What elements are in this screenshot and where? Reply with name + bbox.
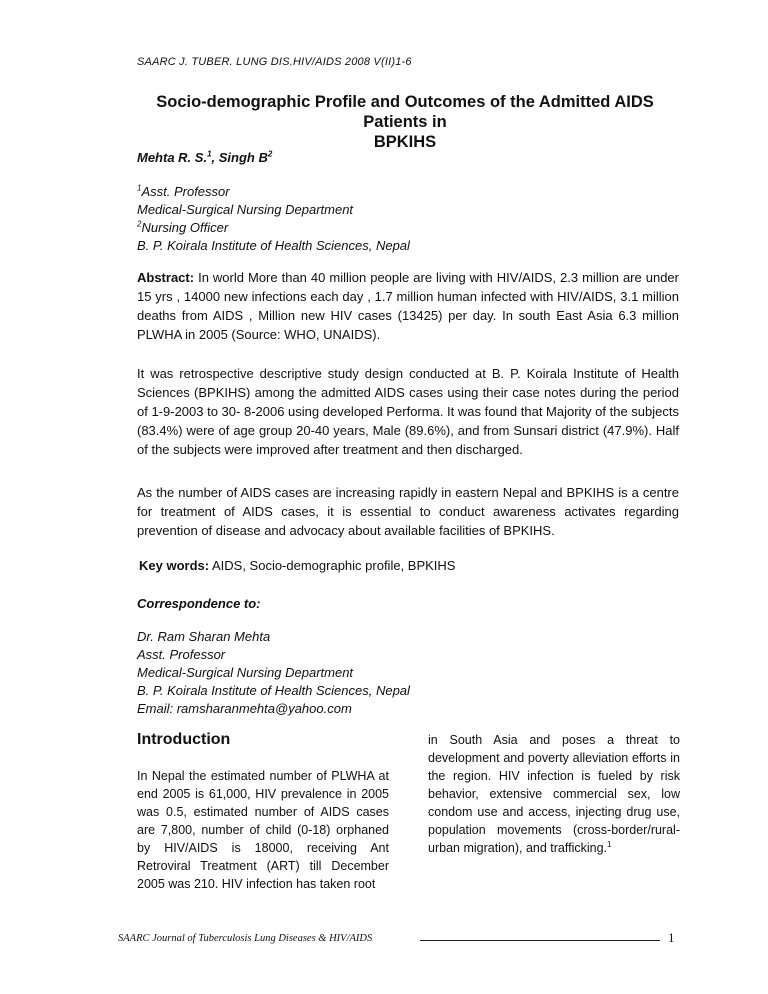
- affil-line-1: [137, 183, 410, 201]
- author-1-sup: 1: [207, 149, 212, 159]
- affil-sup-1: 1: [137, 183, 142, 193]
- affil-line-3: [137, 219, 410, 237]
- citation-sup: 1: [607, 839, 612, 849]
- paper-title: [130, 92, 680, 152]
- author-1: Mehta R. S.: [137, 150, 208, 165]
- abstract: [137, 268, 679, 344]
- author-sep: ,: [211, 150, 219, 165]
- affil-position-2: Nursing Officer: [141, 220, 229, 235]
- affiliations: [137, 183, 410, 255]
- footer-journal: SAARC Journal of Tuberculosis Lung Diseases & HIV/AIDS: [118, 933, 373, 944]
- author-2: Singh B: [218, 150, 268, 165]
- keywords-label: Key words:: [139, 558, 210, 573]
- title-line-1: Socio-demographic Profile and Outcomes of the Admitted AIDS Patients in: [156, 93, 654, 131]
- abstract-text: In world More than 40 million people are living with HIV/AIDS, 2.3 million are under 15 yrs , 14000 new infections each day , 1.7 million human infected with HIV/AIDS, 3.1 million deaths from AIDS , Million new HIV cases (13425) per day. In south East Asia 6.3 million PLWHA in 2005 (Source: WHO, UNAIDS).: [137, 270, 679, 342]
- keywords: [139, 558, 455, 573]
- affil-sup-2: 2: [137, 219, 142, 229]
- keywords-text: AIDS, Socio-demographic profile, BPKIHS: [209, 558, 456, 573]
- corr-email[interactable]: Email: ramsharanmehta@yahoo.com: [137, 701, 352, 716]
- corr-department: Medical-Surgical Nursing Department: [137, 665, 354, 680]
- introduction-heading: Introduction: [137, 731, 231, 748]
- affil-position-1: Asst. Professor: [141, 184, 230, 199]
- authors: [137, 150, 272, 165]
- intro-column-2: [428, 731, 680, 857]
- affil-line-2: Medical-Surgical Nursing Department: [137, 202, 354, 217]
- corr-institute: B. P. Koirala Institute of Health Sciences, Nepal: [137, 683, 410, 698]
- page-number: 1: [668, 930, 675, 945]
- abstract-paragraph-2: It was retrospective descriptive study design conducted at B. P. Koirala Institute of Health Sciences (BPKIHS) among the admitted AIDS cases using their case notes during the period of 1-9-2003 to 30- 8-2006 using developed Performa. It was found that Majority of the subjects (83.4%) were of age group 20-40 years, Male (89.6%), and from Sunsari district (47.9%). Half of the subjects were improved after treatment and then discharged.: [137, 366, 679, 457]
- affil-line-4: B. P. Koirala Institute of Health Sciences, Nepal: [137, 238, 410, 253]
- author-2-sup: 2: [267, 149, 273, 159]
- title-line-2: BPKIHS: [373, 133, 437, 151]
- corr-name: Dr. Ram Sharan Mehta: [137, 629, 271, 644]
- abstract-paragraph-3: As the number of AIDS cases are increasing rapidly in eastern Nepal and BPKIHS is a centre for treatment of AIDS cases, it is essential to conduct awareness activates regarding prevention of disease and advocacy about available facilities of BPKIHS.: [137, 485, 679, 538]
- correspondence-heading: Correspondence to:: [137, 596, 261, 611]
- corr-position: Asst. Professor: [137, 647, 226, 662]
- intro-col2-text: in South Asia and poses a threat to development and poverty alleviation efforts in the region. HIV infection is fueled by risk behavior, extensive commercial sex, low condom use and access, injecting drug use, population movements (cross-border/rural-urban migration), and trafficking.: [428, 733, 680, 855]
- intro-column-1: In Nepal the estimated number of PLWHA at end 2005 is 61,000, HIV prevalence in 2005 was 0.5, estimated number of AIDS cases are 7,800, number of child (0-18) orphaned by HIV/AIDS is 18000, receiving Ant Retroviral Treatment (ART) till December 2005 was 210. HIV infection has taken root: [137, 769, 389, 891]
- correspondence-block: [137, 628, 410, 718]
- journal-header: SAARC J. TUBER. LUNG DIS.HIV/AIDS 2008 V(II)1-6: [137, 56, 412, 68]
- abstract-label: Abstract:: [137, 270, 195, 285]
- footer-rule: [420, 940, 660, 941]
